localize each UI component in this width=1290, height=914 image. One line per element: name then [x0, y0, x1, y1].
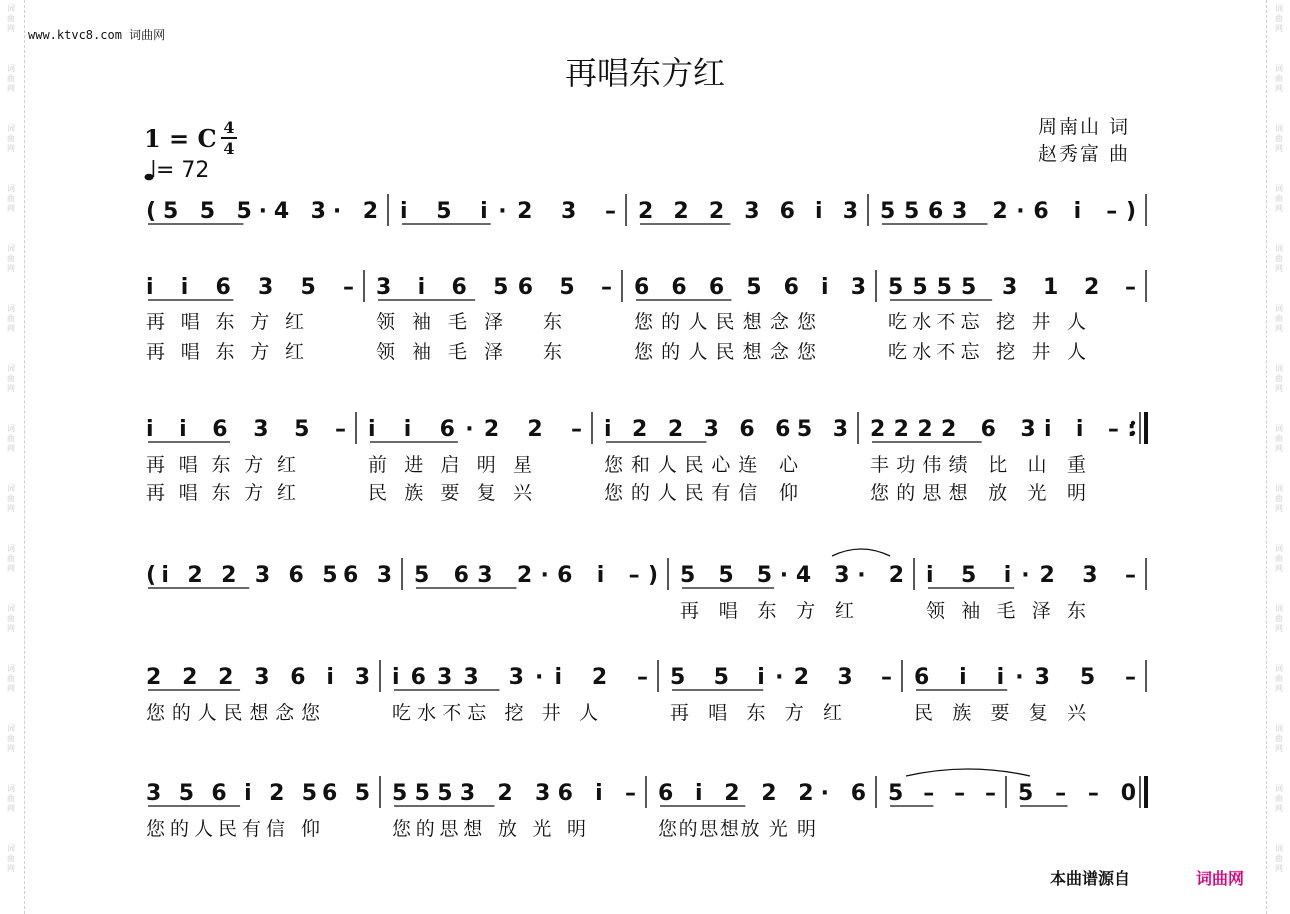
time-signature-numerator: 4 — [223, 118, 235, 137]
lyric-text: 前进启明星 — [368, 454, 532, 476]
watermark-text: 词 曲 网 — [7, 64, 15, 93]
watermark-text: 词 曲 网 — [7, 484, 15, 513]
lyric-text: 再唱东方红 — [146, 454, 296, 476]
brand-link[interactable]: 词曲网 — [1196, 869, 1245, 888]
measure-notes: 5563 2·6 i –) — [880, 199, 1136, 224]
watermark-text: 词 曲 网 — [1275, 544, 1283, 573]
watermark-text: 词 曲 网 — [1275, 244, 1283, 273]
measure-notes: 5 – – – — [888, 781, 996, 806]
lyric-text: 领袖毛泽东 — [926, 600, 1086, 622]
measure-notes: 3 5 6 i 2 56 5 — [146, 781, 370, 806]
measure-notes: 6 6 6 5 6 i 3 — [634, 275, 866, 300]
watermark-text: 词 曲 网 — [7, 424, 15, 453]
measure-notes: 5 63 2·6 i –) — [414, 563, 658, 588]
measure-notes: 5553 2 36 i – — [392, 781, 636, 806]
lyric-text: 民族要复兴 — [914, 702, 1086, 724]
watermark-text: 词 曲 网 — [1275, 844, 1283, 873]
lyric-text: 您的人民有信 仰 — [146, 818, 320, 840]
watermark-text: 词 曲 网 — [7, 784, 15, 813]
lyric-text: 领袖毛泽 东 — [376, 311, 562, 333]
measure-notes: 2 2 2 3 6 i 3 — [638, 199, 858, 224]
watermark-text: 词 曲 网 — [1275, 4, 1283, 33]
measure-notes: 6 i i·3 5 – — [914, 665, 1136, 690]
lyric-text: 您的思想 放 光 明 — [870, 482, 1086, 504]
time-signature-denominator: 4 — [223, 139, 235, 158]
measure-notes: 5 – – 0 — [1018, 781, 1136, 806]
watermark-text: 词 曲 网 — [1275, 664, 1283, 693]
watermark-text: 词 曲 网 — [1275, 184, 1283, 213]
watermark-text: 词 曲 网 — [1275, 484, 1283, 513]
lyric-text: 吃水不忘 挖 井 人 — [392, 702, 598, 724]
watermark-text: 词 曲 网 — [7, 184, 15, 213]
page-title: 再唱东方红 — [564, 54, 725, 92]
watermark-text: 词 曲 网 — [1275, 724, 1283, 753]
lyric-text: 民族要复兴 — [368, 482, 532, 504]
measure-notes: 5 5 5·4 3· 2 — [680, 563, 904, 588]
site-url: www.ktvc8.com 词曲网 — [28, 28, 166, 42]
watermark-text: 词 曲 网 — [7, 544, 15, 573]
lyric-text: 吃水不忘 挖 井 人 — [888, 341, 1086, 363]
watermark-text: 词 曲 网 — [7, 304, 15, 333]
watermark-text: 词 曲 网 — [1275, 304, 1283, 333]
lyricist-credit: 周南山 词 — [1038, 116, 1131, 138]
lyric-text: 再唱东方红 — [146, 311, 304, 333]
lyric-text: 您的人民有信 仰 — [604, 482, 798, 504]
slur-arc — [906, 769, 1030, 776]
key-signature: 1 = C — [144, 124, 217, 153]
measure-notes: 3 i 6 56 5 – — [376, 275, 612, 300]
watermark-text: 词 曲 网 — [7, 724, 15, 753]
measure-notes: i 5 i·2 3 – — [400, 199, 616, 224]
lyric-text: 再唱东方红 — [146, 341, 304, 363]
watermark-text: 词 曲 网 — [7, 4, 15, 33]
lyric-text: 您和人民心连 心 — [604, 454, 798, 476]
lyric-text: 您的思想 放 光 明 — [392, 818, 586, 840]
measure-notes: 5555 3 1 2 – — [888, 275, 1136, 300]
lyric-text: 再唱东方红 — [146, 482, 296, 504]
composer-credit: 赵秀富 曲 — [1038, 143, 1131, 165]
watermark-text: 词 曲 网 — [1275, 124, 1283, 153]
watermark-text: 词 曲 网 — [7, 244, 15, 273]
lyric-text: 再唱东方红 — [670, 702, 842, 724]
watermark-text: 词 曲 网 — [1275, 424, 1283, 453]
lyric-text: 吃水不忘 挖 井 人 — [888, 311, 1086, 333]
measure-notes: 6 i 2 2 2· 6 — [658, 781, 866, 806]
watermark-text: 词 曲 网 — [7, 664, 15, 693]
lyric-text: 您的人民想念您 — [634, 341, 816, 363]
lyric-text: 丰功伟绩 比 山 重 — [870, 454, 1086, 476]
slur-arc — [832, 549, 890, 556]
watermark-text: 词 曲 网 — [7, 604, 15, 633]
lyric-text: 再唱东方红 — [680, 600, 854, 622]
watermark-text: 词 曲 网 — [1275, 364, 1283, 393]
lyric-text: 您的人民想念您 — [634, 311, 816, 333]
measure-notes: i 5 i·2 3 – — [926, 563, 1136, 588]
measure-notes: i i 6·2 2 – — [368, 417, 582, 442]
lyric-text: 您的思想放 光 明 — [658, 818, 816, 840]
measure-notes: 2 2 2 3 6 i 3 — [146, 665, 370, 690]
tempo-value: = 72 — [156, 158, 210, 183]
source-label: 本曲谱源自 — [1050, 869, 1131, 888]
watermark-text: 词 曲 网 — [7, 124, 15, 153]
watermark-text: 词 曲 网 — [1275, 64, 1283, 93]
watermark-text: 词 曲 网 — [1275, 784, 1283, 813]
measure-notes: i i 6 3 5 – — [146, 275, 354, 300]
measure-notes: 2222 6 3i i –: — [870, 417, 1136, 442]
watermark-text: 词 曲 网 — [1275, 604, 1283, 633]
measure-notes: i633 3·i 2 – — [392, 665, 648, 690]
watermark-text: 词 曲 网 — [7, 364, 15, 393]
watermark-text: 词 曲 网 — [7, 844, 15, 873]
measure-notes: 5 5 i·2 3 – — [670, 665, 892, 690]
measure-notes: (5 5 5·4 3· 2 — [146, 199, 378, 224]
measure-notes: i 2 2 3 6 65 3 — [604, 417, 848, 442]
measure-notes: i i 6 3 5 – — [146, 417, 346, 442]
measure-notes: (i 2 2 3 6 56 3 — [146, 563, 392, 588]
lyric-text: 领袖毛泽 东 — [376, 341, 562, 363]
lyric-text: 您的人民想念您 — [146, 702, 320, 724]
